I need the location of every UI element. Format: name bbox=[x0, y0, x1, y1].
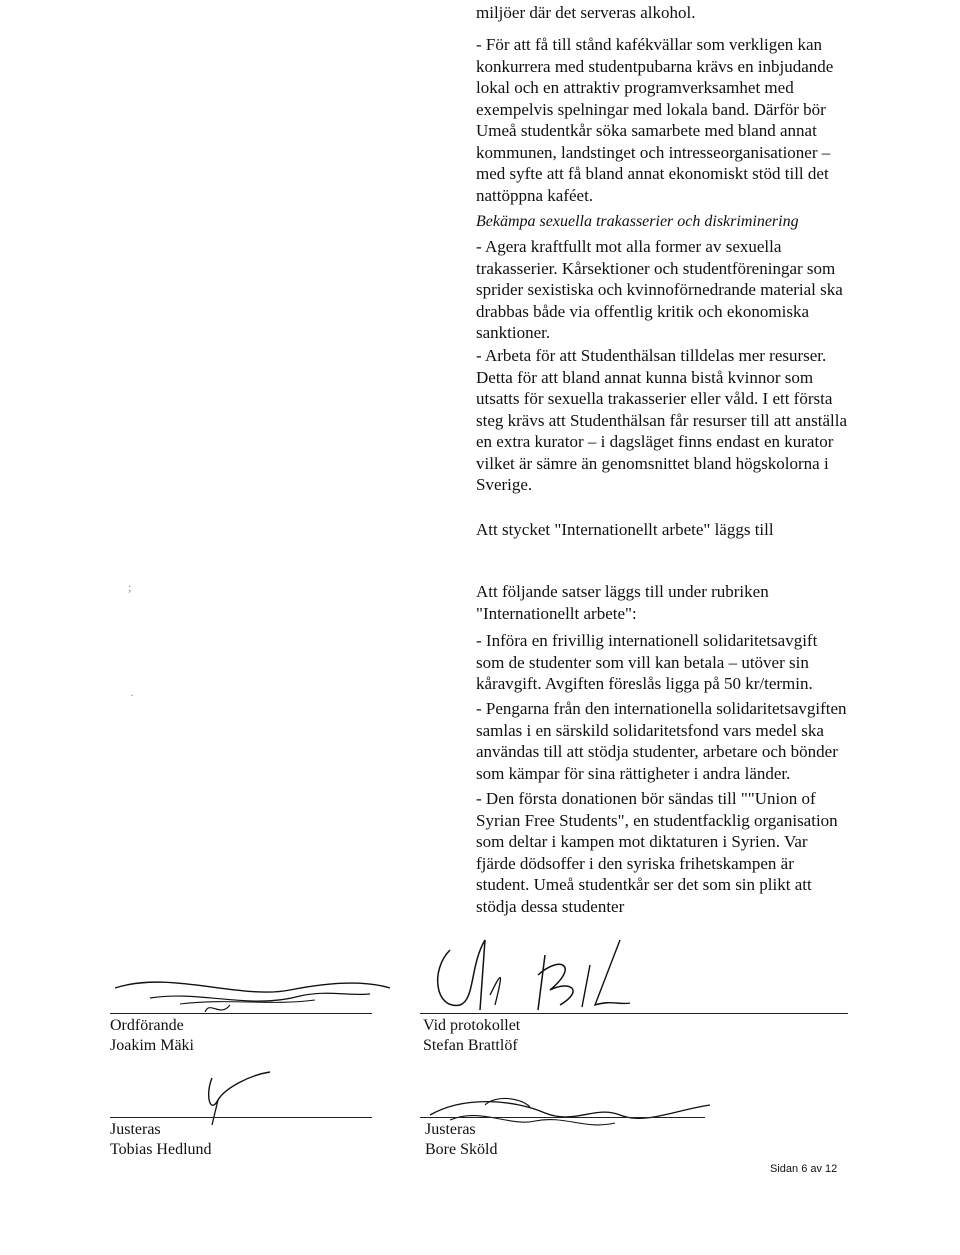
paragraph-stycket: Att stycket "Internationellt arbete" läggs till bbox=[476, 520, 774, 539]
paragraph-foljande: Att följande satser läggs till under rubriken "Internationellt arbete": bbox=[476, 582, 769, 623]
signature-line bbox=[110, 1013, 372, 1014]
signature-line bbox=[420, 1117, 705, 1118]
signature-justeras-1: Justeras Tobias Hedlund bbox=[110, 1121, 212, 1158]
paragraph-agera: - Agera kraftfullt mot alla former av sexuella trakasserier. Kårsektioner och studentföreningar som sprider sexistiska och kvinnoförnedrande material ska drabbas både via offentlig kritik och ekonomiska sanktioner. bbox=[476, 237, 843, 342]
section-heading: Bekämpa sexuella trakasserier och diskriminering bbox=[476, 213, 799, 230]
paragraph-infora: - Införa en frivillig internationell solidaritetsavgift som de studenter som vill kan betala – utöver sin kåravgift. Avgiften föreslås ligga på 50 kr/termin. bbox=[476, 631, 818, 693]
scan-mark: ; bbox=[128, 580, 132, 594]
signature-ordforande: Ordförande Joakim Mäki bbox=[110, 1017, 194, 1054]
signature-line bbox=[110, 1117, 372, 1118]
paragraph-pengarna: - Pengarna från den internationella solidaritetsavgiften samlas i en särskild solidaritetsfond vars medel ska användas till att stödja studenter, arbetare och bönder som kämpar för sina rättigheter i andra länder. bbox=[476, 699, 847, 783]
page-number: Sidan 6 av 12 bbox=[770, 1163, 838, 1175]
signature-scribble bbox=[420, 935, 640, 1015]
continuation-text: miljöer där det serveras alkohol. bbox=[476, 3, 696, 22]
signature-justeras-2: Justeras Bore Sköld bbox=[425, 1121, 498, 1158]
paragraph-kafe: - För att få till stånd kafékvällar som verkligen kan konkurrera med studentpubarna krävs en inbjudande lokal och en attraktiv programverksamhet med exempelvis spelningar med lokala band. Därför bör Umeå studentkår söka samarbete med bland annat kommunen, landstinget och intresseorganisationer – med syfte att få bland annat ekonomiskt stöd till det nattöppna kaféet. bbox=[476, 35, 834, 205]
scan-mark: · bbox=[130, 688, 134, 702]
paragraph-arbeta: - Arbeta för att Studenthälsan tilldelas mer resurser. Detta för att bland annat kunna bistå kvinnor som utsatts för sexuella trakasserier eller våld. I ett första steg krävs att Studenthälsan får resurser till att anställa en extra kurator – i dagsläget finns endast en kurator vilket är sämre än genomsnittet bland högskolorna i Sverige. bbox=[476, 346, 848, 494]
signature-protokollet: Vid protokollet Stefan Brattlöf bbox=[423, 1017, 521, 1054]
signature-line bbox=[420, 1013, 848, 1014]
paragraph-donation: - Den första donationen bör sändas till ""Union of Syrian Free Students", en studentfacklig organisation som deltar i kampen mot diktaturen i Syrien. Var fjärde dödsoffer i den syriska frihetskampen är student. Umeå studentkår ser det som sin plikt att stödja dessa studenter bbox=[476, 789, 838, 916]
signature-scribble bbox=[110, 960, 400, 1020]
